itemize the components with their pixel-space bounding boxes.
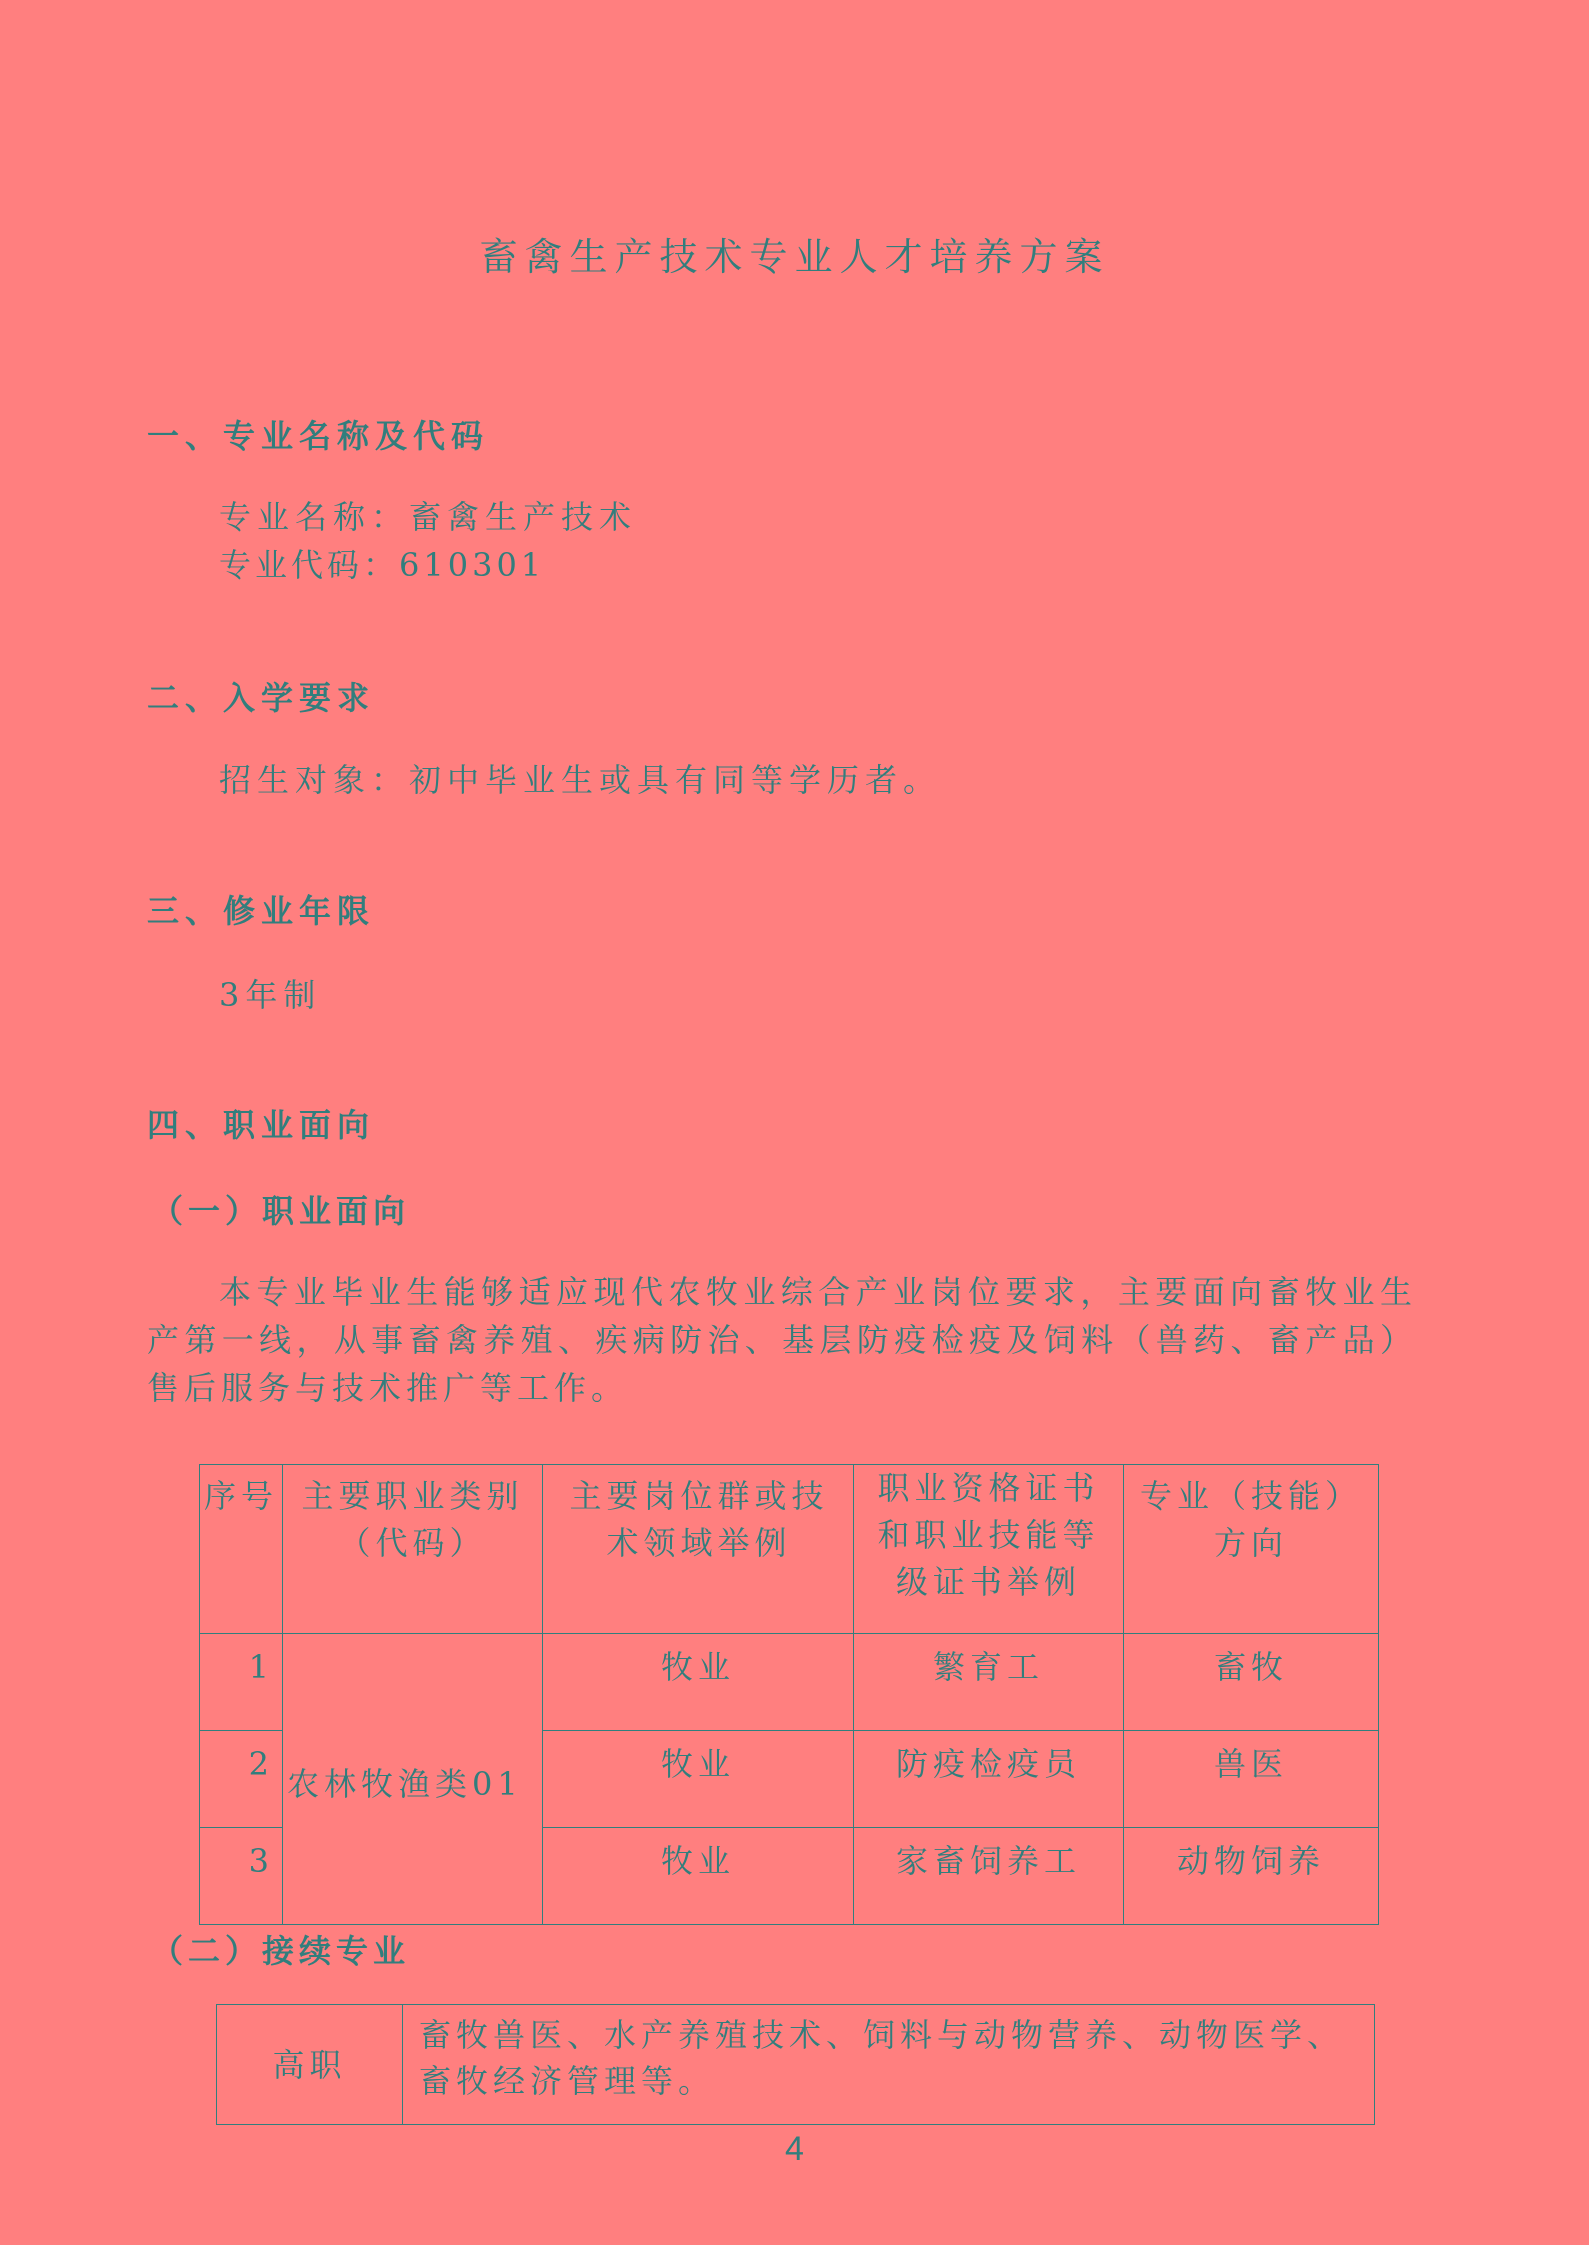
table-header-row <box>200 1465 1379 1634</box>
subsection-heading-further-study: （二）接续专业 <box>151 1932 411 1970</box>
table-row <box>217 2005 1375 2125</box>
subsection-heading-career: （一）职业面向 <box>151 1192 411 1230</box>
header-positions: 主要岗位群或技术领域举例 <box>543 1465 854 1634</box>
row-position: 牧业 <box>543 1828 854 1925</box>
admission-text: 招生对象：初中毕业生或具有同等学历者。 <box>219 761 942 799</box>
level-cell: 高职 <box>217 2005 403 2125</box>
major-code-line: 专业代码：610301 <box>219 546 546 584</box>
row-position: 牧业 <box>543 1634 854 1731</box>
further-study-table <box>216 2004 1375 2125</box>
header-seq: 序号 <box>200 1465 283 1634</box>
major-name-line: 专业名称：畜禽生产技术 <box>219 498 638 536</box>
row-seq: 2 <box>200 1731 283 1828</box>
section-heading-major-name: 一、专业名称及代码 <box>147 417 490 455</box>
row-direction: 畜牧 <box>1124 1634 1379 1731</box>
header-direction: 专业（技能）方向 <box>1124 1465 1379 1634</box>
row-direction: 兽医 <box>1124 1731 1379 1828</box>
category-cell: 农林牧渔类01 <box>283 1634 543 1925</box>
document-title: 畜禽生产技术专业人才培养方案 <box>479 235 1110 279</box>
row-certificate: 家畜饲养工 <box>854 1828 1124 1925</box>
row-seq: 1 <box>200 1634 283 1731</box>
row-certificate: 防疫检疫员 <box>854 1731 1124 1828</box>
row-certificate: 繁育工 <box>854 1634 1124 1731</box>
page-number: 4 <box>785 2130 804 2168</box>
section-heading-admission: 二、入学要求 <box>147 679 376 717</box>
row-seq: 3 <box>200 1828 283 1925</box>
header-certificates: 职业资格证书和职业技能等级证书举例 <box>854 1465 1124 1634</box>
section-heading-duration: 三、修业年限 <box>147 892 376 930</box>
majors-cell: 畜牧兽医、水产养殖技术、饲料与动物营养、动物医学、畜牧经济管理等。 <box>403 2005 1375 2125</box>
row-position: 牧业 <box>543 1731 854 1828</box>
section-heading-career: 四、职业面向 <box>147 1106 376 1144</box>
career-table <box>199 1464 1379 1925</box>
duration-text: 3年制 <box>219 976 322 1014</box>
header-category: 主要职业类别（代码） <box>283 1465 543 1634</box>
row-direction: 动物饲养 <box>1124 1828 1379 1925</box>
table-row <box>200 1634 1379 1731</box>
career-paragraph: 本专业毕业生能够适应现代农牧业综合产业岗位要求，主要面向畜牧业生产第一线，从事畜禽养殖、疾病防治、基层防疫检疫及饲料（兽药、畜产品）售后服务与技术推广等工作。 <box>147 1273 1417 1407</box>
